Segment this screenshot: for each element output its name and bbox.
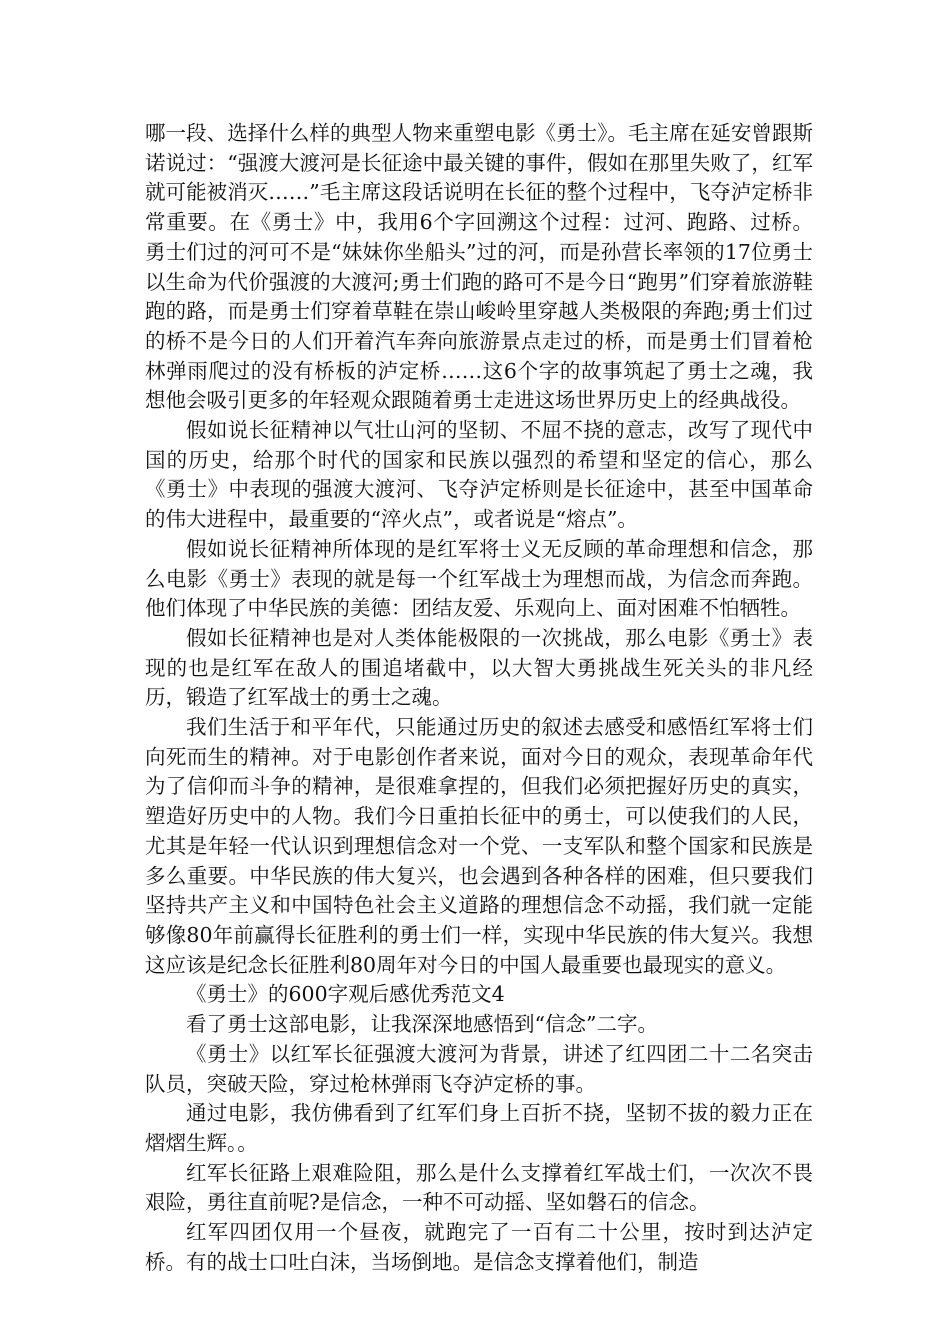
section-heading: 《勇士》的600字观后感优秀范文4 — [186, 982, 505, 1007]
paragraph: 红军长征路上艰难险阻，那么是什么支撑着红军战士们，一次次不畏艰险，勇往直前呢?是信念，一种不可动摇、坚如磐石的信念。 — [145, 1160, 813, 1215]
paragraph-continued: 哪一段、选择什么样的典型人物来重塑电影《勇士》。毛主席在延安曾跟斯诺说过：“强渡大渡河是长征途中最关键的事件，假如在那里失败了，红军就可能被消灭……”毛主席这段话说明在长征的整个过程中，飞夺泸定桥非常重要。在《勇士》中，我用6个字回溯这个过程：过河、跑路、过桥。勇士们过的河可不是“妹妹你坐船头”过的河，而是孙营长率领的17位勇士以生命为代价强渡的大渡河;勇士们跑的路可不是今日“跑男”们穿着旅游鞋跑的路，而是勇士们穿着草鞋在崇山峻岭里穿越人类极限的奔跑;勇士们过的桥不是今日的人们开着汽车奔向旅游景点走过的桥，而是勇士们冒着枪林弹雨爬过的没有桥板的泸定桥……这6个字的故事筑起了勇士之魂，我想他会吸引更多的年轻观众跟随着勇士走进这场世界历史上的经典战役。 — [145, 121, 813, 413]
paragraph: 通过电影，我仿佛看到了红军们身上百折不挠，坚韧不拔的毅力正在熠熠生辉。。 — [145, 1101, 813, 1155]
paragraph: 红军四团仅用一个昼夜，就跑完了一百有二十公里，按时到达泸定桥。有的战士口吐白沫，当场倒地。是信念支撑着他们，制造 — [145, 1220, 813, 1274]
paragraph: 我们生活于和平年代，只能通过历史的叙述去感受和感悟红军将士们向死而生的精神。对于电影创作者来说，面对今日的观众，表现革命年代为了信仰而斗争的精神，是很难拿捏的，但我们必须把握好历史的真实，塑造好历史中的人物。我们今日重拍长征中的勇士，可以使我们的人民，尤其是年轻一代认识到理想信念对一个党、一支军队和整个国家和民族是多么重要。中华民族的伟大复兴，也会遇到各种各样的困难，但只要我们坚持共产主义和中国特色社会主义道路的理想信念不动摇，我们就一定能够像80年前赢得长征胜利的勇士们一样，实现中华民族的伟大复兴。我想这应该是纪念长征胜利80周年对今日的中国人最重要也最现实的意义。 — [145, 715, 813, 977]
paragraph: 看了勇士这部电影，让我深深地感悟到“信念”二字。 — [186, 1012, 658, 1037]
article-body — [145, 119, 813, 1277]
paragraph: 假如说长征精神所体现的是红军将士义无反顾的革命理想和信念，那么电影《勇士》表现的就是每一个红军战士为理想而战，为信念而奔跑。他们体现了中华民族的美德：团结友爱、乐观向上、面对困难不怕牺牲。 — [145, 536, 813, 621]
paragraph: 假如说长征精神以气壮山河的坚韧、不屈不挠的意志，改写了现代中国的历史，给那个时代的国家和民族以强烈的希望和坚定的信心，那么《勇士》中表现的强渡大渡河、飞夺泸定桥则是长征途中，甚至中国革命的伟大进程中，最重要的“淬火点”，或者说是“熔点”。 — [145, 418, 813, 532]
paragraph: 假如长征精神也是对人类体能极限的一次挑战，那么电影《勇士》表现的也是红军在敌人的围追堵截中，以大智大勇挑战生死关头的非凡经历，锻造了红军战士的勇士之魂。 — [145, 625, 813, 710]
paragraph: 《勇士》以红军长征强渡大渡河为背景，讲述了红四团二十二名突击队员，突破天险，穿过枪林弹雨飞夺泸定桥的事。 — [145, 1041, 813, 1096]
